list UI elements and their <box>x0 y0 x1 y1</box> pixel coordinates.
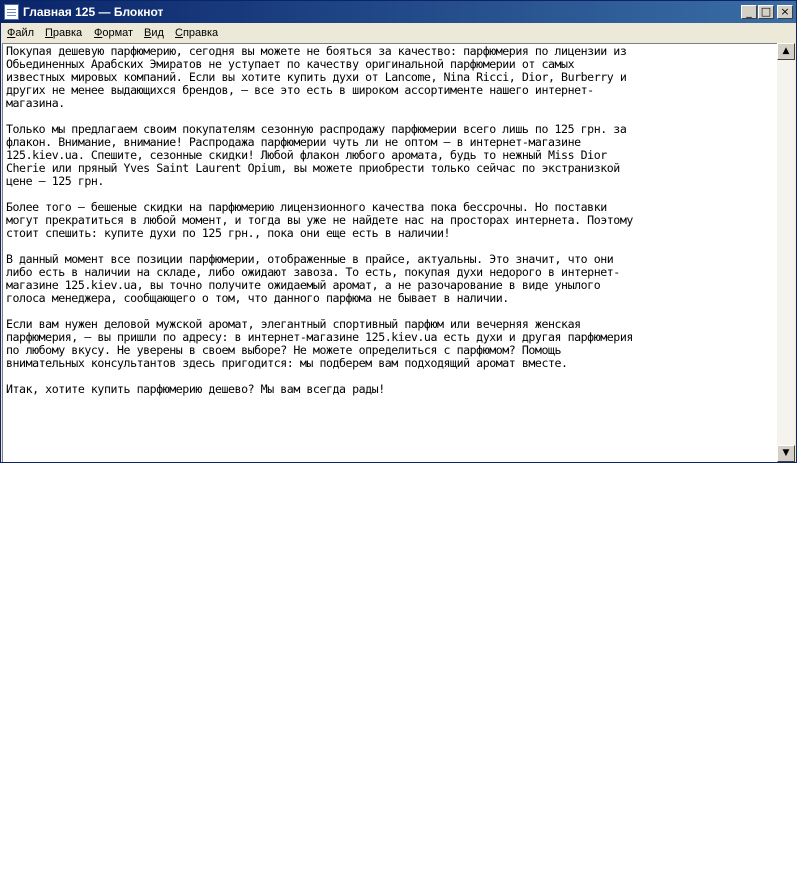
text-editor[interactable] <box>2 43 777 462</box>
scroll-up-button[interactable] <box>777 43 795 60</box>
text-line[interactable]: магазина. <box>6 96 65 110</box>
window-title: Главная 125 — Блокнот <box>23 5 164 19</box>
text-line[interactable]: стоит спешить: купите духи по 125 грн., пока они еще есть в наличии! <box>6 226 451 240</box>
menu-help[interactable]: Справка <box>175 27 219 39</box>
arrow-down-icon: ▼ <box>782 448 790 458</box>
menu-format[interactable]: Формат <box>94 27 134 39</box>
vertical-scrollbar[interactable] <box>777 43 795 462</box>
menu-view[interactable]: Вид <box>144 27 164 39</box>
text-line[interactable]: магазине 125.kiev.ua, вы точно получите ожидаемый аромат, а не разочарование в виде унылого <box>6 278 601 292</box>
text-line[interactable]: Обьединенных Арабских Эмиратов не уступает по качеству оригинальной парфюмерии от самых <box>6 57 575 71</box>
text-line[interactable]: 125.kiev.ua. Спешите, сезонные скидки! Любой флакон любого аромата, будь то нежный Miss Dior <box>6 148 607 162</box>
close-button[interactable]: × <box>777 5 793 19</box>
menu-edit[interactable]: Правка <box>45 27 83 39</box>
minimize-button[interactable]: _ <box>741 5 757 19</box>
menu-file[interactable]: Файл <box>7 27 35 39</box>
text-line[interactable]: внимательных консультантов здесь пригодится: мы подберем вам подходящий аромат вместе. <box>6 356 568 370</box>
scroll-down-button[interactable] <box>777 445 795 462</box>
text-line[interactable]: других не менее выдающихся брендов, – все это есть в широком ассортименте нашего интернет- <box>6 83 594 97</box>
text-line[interactable]: Покупая дешевую парфюмерию, сегодня вы можете не бояться за качество: парфюмерия по лицензии из <box>6 44 627 58</box>
text-line[interactable]: В данный момент все позиции парфюмерии, отображенные в прайсе, актуальны. Это значит, что они <box>6 252 614 266</box>
text-line[interactable]: флакон. Внимание, внимание! Распродажа парфюмерии чуть ли не оптом – в интернет-магазине <box>6 135 581 149</box>
text-line[interactable]: Если вам нужен деловой мужской аромат, элегантный спортивный парфюм или вечерняя женская <box>6 317 581 331</box>
text-line[interactable]: парфюмерия, – вы пришли по адресу: в интернет-магазине 125.kiev.ua есть духи и другая парфюмерия <box>6 330 633 344</box>
text-line[interactable]: голоса менеджера, сообщающего о том, что данного парфюма не бывает в наличии. <box>6 291 509 305</box>
text-line[interactable]: Итак, хотите купить парфюмерию дешево? Мы вам всегда рады! <box>6 382 385 396</box>
menu-bar <box>1 23 796 43</box>
text-line[interactable]: Более того – бешеные скидки на парфюмерию лицензионного качества пока бессрочны. Но поставки <box>6 200 607 214</box>
text-line[interactable]: Cherie или пряный Yves Saint Laurent Opium, вы можете приобрести только сейчас по экстранизкой <box>6 161 620 175</box>
text-line[interactable]: могут прекратиться в любой момент, и тогда вы уже не найдете нас на просторах интернета. Поэтому <box>6 213 633 227</box>
editor-text[interactable] <box>3 44 777 396</box>
text-line[interactable]: либо есть в наличии на складе, либо ожидают завоза. То есть, покупая духи недорого в интернет- <box>6 265 620 279</box>
text-line[interactable]: Только мы предлагаем своим покупателям сезонную распродажу парфюмерии всего лишь по 125 грн. за <box>6 122 627 136</box>
maximize-button[interactable]: □ <box>758 5 774 19</box>
text-line[interactable]: по любому вкусу. Не уверены в своем выборе? Не можете определиться с парфюмом? Помощь <box>6 343 562 357</box>
text-line[interactable]: известных мировых компаний. Если вы хотите купить духи от Lancome, Nina Ricci, Dior, Burberry и <box>6 70 627 84</box>
arrow-up-icon: ▲ <box>782 46 790 56</box>
notepad-icon[interactable] <box>4 4 19 20</box>
text-line[interactable]: цене – 125 грн. <box>6 174 104 188</box>
title-bar[interactable] <box>1 1 796 23</box>
